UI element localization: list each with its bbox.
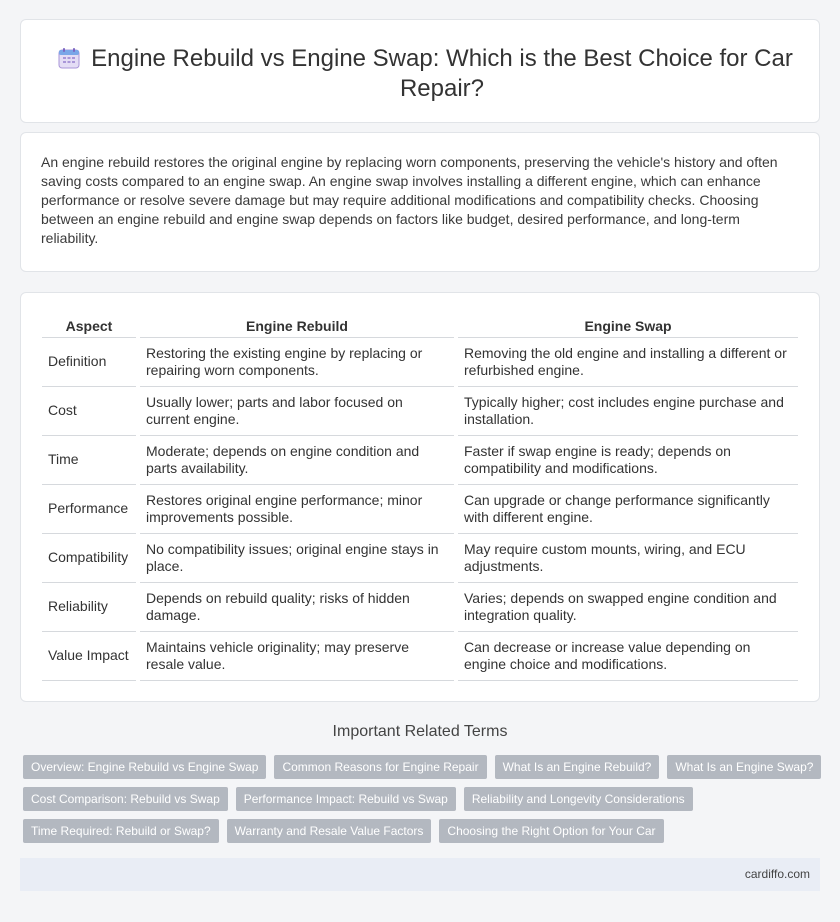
table-row: [42, 435, 798, 484]
term-tag-choosing-option[interactable]: Choosing the Right Option for Your Car: [439, 819, 663, 843]
term-tag-cost-comparison[interactable]: Cost Comparison: Rebuild vs Swap: [23, 787, 228, 811]
rebuild-cell: Restoring the existing engine by replacing or repairing worn components.: [138, 337, 456, 386]
aspect-cell: Compatibility: [42, 533, 138, 582]
intro-card: [20, 132, 820, 272]
table-row: [42, 484, 798, 533]
header-aspect: Aspect: [42, 315, 138, 337]
rebuild-cell: Restores original engine performance; minor improvements possible.: [138, 484, 456, 533]
swap-cell: Can upgrade or change performance significantly with different engine.: [456, 484, 798, 533]
table-row: [42, 631, 798, 680]
footer-site-link[interactable]: cardiffo.com: [744, 867, 810, 881]
term-tag-common-reasons[interactable]: Common Reasons for Engine Repair: [274, 755, 486, 779]
table-header-row: [42, 315, 798, 337]
term-tag-what-is-swap[interactable]: What Is an Engine Swap?: [667, 755, 821, 779]
term-row: [23, 755, 823, 779]
rebuild-cell: Maintains vehicle originality; may preserve resale value.: [138, 631, 456, 680]
aspect-cell: Value Impact: [42, 631, 138, 680]
swap-cell: Can decrease or increase value depending on engine choice and modifications.: [456, 631, 798, 680]
rebuild-cell: Depends on rebuild quality; risks of hidden damage.: [138, 582, 456, 631]
comparison-table: [42, 315, 798, 681]
rebuild-cell: Usually lower; parts and labor focused on current engine.: [138, 386, 456, 435]
swap-cell: Removing the old engine and installing a different or refurbished engine.: [456, 337, 798, 386]
table-row: [42, 582, 798, 631]
related-terms-list: [23, 755, 823, 851]
rebuild-cell: No compatibility issues; original engine stays in place.: [138, 533, 456, 582]
aspect-cell: Definition: [42, 337, 138, 386]
intro-paragraph: An engine rebuild restores the original engine by replacing worn components, preserving the vehicle's history and often saving costs compared to an engine swap. An engine swap involves installing a different engine, which can enhance performance or resolve severe damage but may require additional modifications and compatibility checks. Choosing between an engine rebuild and engine swap depends on factors like budget, desired performance, and long-term reliability.: [41, 154, 778, 246]
related-terms-heading: Important Related Terms: [332, 723, 508, 740]
term-row: [23, 819, 823, 843]
aspect-cell: Performance: [42, 484, 138, 533]
header-engine-swap: Engine Swap: [456, 315, 798, 337]
term-tag-overview[interactable]: Overview: Engine Rebuild vs Engine Swap: [23, 755, 266, 779]
aspect-cell: Cost: [42, 386, 138, 435]
table-row: [42, 533, 798, 582]
rebuild-cell: Moderate; depends on engine condition and parts availability.: [138, 435, 456, 484]
aspect-cell: Time: [42, 435, 138, 484]
footer: [20, 858, 820, 891]
table-row: [42, 337, 798, 386]
title-card: [20, 19, 820, 123]
table-row: [42, 386, 798, 435]
header-engine-rebuild: Engine Rebuild: [138, 315, 456, 337]
swap-cell: May require custom mounts, wiring, and ECU adjustments.: [456, 533, 798, 582]
term-row: [23, 787, 823, 811]
term-tag-warranty-resale[interactable]: Warranty and Resale Value Factors: [227, 819, 432, 843]
swap-cell: Typically higher; cost includes engine purchase and installation.: [456, 386, 798, 435]
swap-cell: Faster if swap engine is ready; depends on compatibility and modifications.: [456, 435, 798, 484]
aspect-cell: Reliability: [42, 582, 138, 631]
page-title: Engine Rebuild vs Engine Swap: Which is the Best Choice for Car Repair?: [91, 45, 793, 102]
term-tag-time-required[interactable]: Time Required: Rebuild or Swap?: [23, 819, 219, 843]
term-tag-reliability[interactable]: Reliability and Longevity Considerations: [464, 787, 693, 811]
term-tag-performance-impact[interactable]: Performance Impact: Rebuild vs Swap: [236, 787, 456, 811]
comparison-card: [20, 292, 820, 702]
swap-cell: Varies; depends on swapped engine condition and integration quality.: [456, 582, 798, 631]
term-tag-what-is-rebuild[interactable]: What Is an Engine Rebuild?: [495, 755, 660, 779]
